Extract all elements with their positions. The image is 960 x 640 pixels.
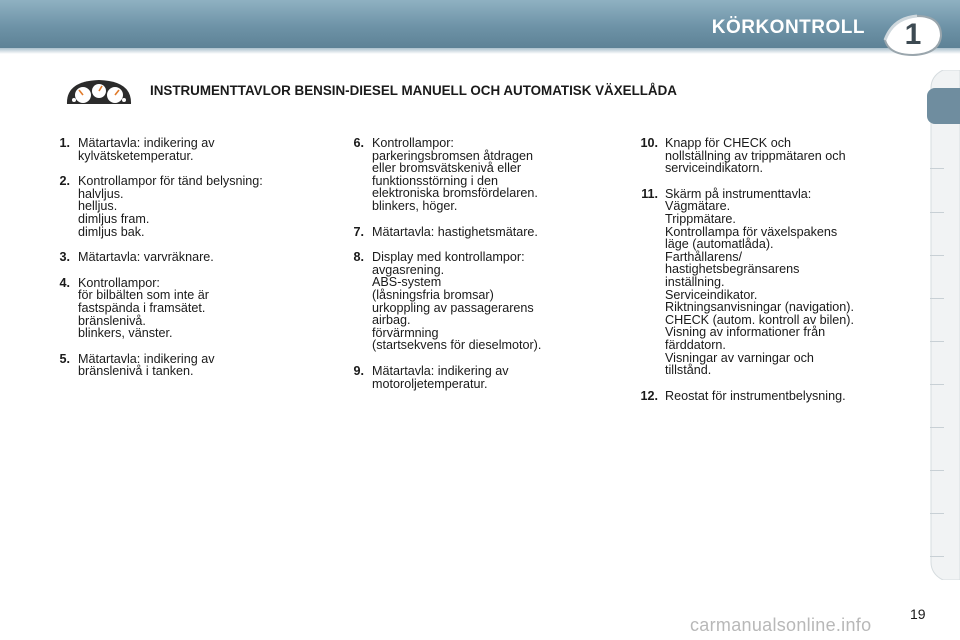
tab-divider	[930, 470, 944, 471]
tab-divider	[930, 212, 944, 213]
item-number: 4.	[59, 275, 70, 290]
tab-divider	[930, 168, 944, 169]
item-number: 1.	[59, 136, 70, 150]
item-number: 10.	[640, 136, 658, 150]
item-number: 6.	[353, 136, 364, 150]
section-heading: INSTRUMENTTAVLOR BENSIN-DIESEL MANUELL OCH AUTOMATISK VÄXELLÅDA	[150, 83, 677, 98]
item-number: 3.	[59, 250, 70, 265]
list-item	[630, 390, 854, 403]
tab-divider	[930, 298, 944, 299]
item-number: 12.	[640, 388, 658, 403]
list-item	[40, 137, 263, 162]
list-item	[40, 277, 263, 340]
item-number: 8.	[353, 250, 364, 265]
tab-divider	[930, 513, 944, 514]
list-item	[630, 188, 854, 377]
item-text: Mätartavla: hastighetsmätare.	[372, 224, 538, 239]
item-number: 2.	[59, 174, 70, 189]
header-banner-shadow	[0, 48, 960, 54]
item-text: Display med kontrollampor: avgasrening. ABS-system (låsningsfria bromsar) urkoppling av passagerarens airbag. förvärmning (startsekvens för dieselmotor).	[372, 250, 542, 353]
chapter-tab-active[interactable]	[927, 88, 960, 124]
item-number: 5.	[59, 351, 70, 366]
chapter-title: KÖRKONTROLL	[711, 17, 865, 38]
list-item	[330, 251, 541, 352]
item-number: 9.	[353, 363, 364, 378]
item-text: Reostat för instrumentbelysning.	[665, 388, 846, 403]
list-item	[330, 226, 541, 239]
item-text: Mätartavla: indikering av kylvätsketemperatur.	[78, 136, 215, 163]
tab-divider	[930, 341, 944, 342]
item-text: Kontrollampor: för bilbälten som inte är fastspända i framsätet. bränslenivå. blinkers, vänster.	[78, 275, 209, 341]
tab-divider	[930, 556, 944, 557]
item-text: Kontrollampor: parkeringsbromsen åtdragen eller bromsvätskenivå eller funktionsstörning i den elektroniska bromsfördelaren. blinkers, höger.	[372, 136, 538, 213]
list-item	[40, 251, 263, 264]
chapter-number: 1	[904, 18, 922, 51]
page-number: 19	[910, 606, 926, 622]
chapter-tabs	[925, 70, 960, 580]
item-text: Mätartavla: varvräknare.	[78, 250, 214, 265]
column-2	[330, 137, 541, 403]
item-text: Kontrollampor för tänd belysning: halvljus. helljus. dimljus fram. dimljus bak.	[78, 174, 263, 239]
tab-divider	[930, 255, 944, 256]
item-text: Skärm på instrumenttavla: Vägmätare. Trippmätare. Kontrollampa för växelspakens läge (automatlåda). Farthållarens/ hastighetsbegränsarens inställning. Serviceindikator. Riktningsanvisningar (navigation). CHECK (autom. kontroll av bilen). Visning av informationer från färddatorn. Visningar av varningar och tillstånd.	[665, 186, 855, 378]
list-item	[330, 365, 541, 390]
item-number: 7.	[353, 224, 364, 239]
list-item	[40, 175, 263, 238]
item-text: Mätartavla: indikering av motoroljetemperatur.	[372, 363, 509, 391]
list-item	[630, 137, 854, 175]
item-number: 11.	[641, 186, 658, 201]
tab-divider	[930, 384, 944, 385]
list-item	[330, 137, 541, 213]
tab-divider	[930, 427, 944, 428]
column-3	[630, 137, 854, 415]
instrument-cluster-icon	[64, 77, 134, 107]
watermark: carmanualsonline.info	[690, 615, 872, 635]
item-text: Knapp för CHECK och nollställning av trippmätaren och serviceindikatorn.	[665, 136, 846, 176]
item-text: Mätartavla: indikering av bränslenivå i tanken.	[78, 351, 215, 379]
column-1	[40, 137, 263, 391]
list-item	[40, 353, 263, 378]
